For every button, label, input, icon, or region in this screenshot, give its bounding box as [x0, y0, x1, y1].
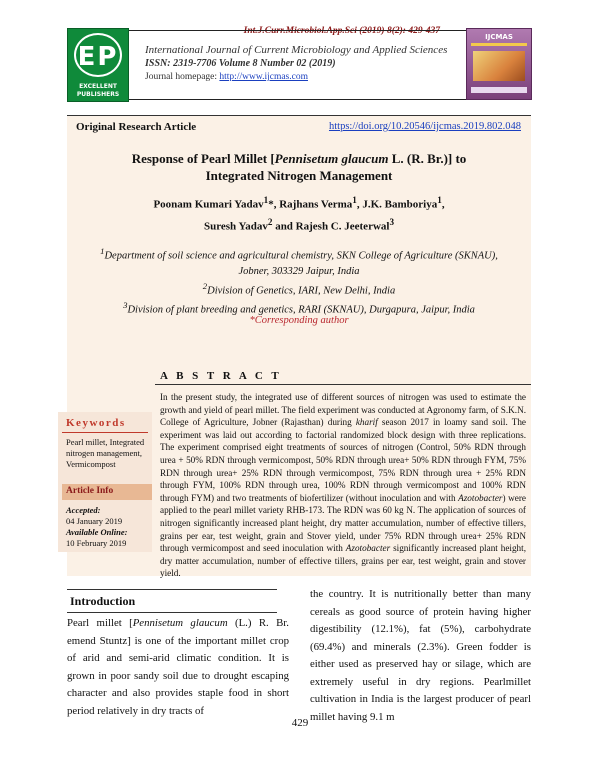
doi-link[interactable]: https://doi.org/10.20546/ijcmas.2019.802.048 — [328, 121, 521, 132]
cover-title: IJCMAS — [485, 33, 513, 41]
author-name: Poonam Kumari Yadav — [153, 198, 264, 211]
affiliation-1: Department of soil science and agricultural chemistry, SKN College of Agriculture (SKNAU), — [104, 250, 498, 262]
affiliations — [67, 244, 531, 318]
author-name: , J.K. Bamboriya — [356, 198, 438, 211]
keywords-rule — [62, 432, 148, 433]
intro-column-2: the country. It is nutritionally better than many cereals as good source of protein having higher digestibility (12.1%), fat (5%), carbohydrate (69.4%) and minerals (2.3%). Green fodder is either used as preserved hay or silage, which are extremely useful in dry regions. Pearlmillet cultivation in India is the largest producer of pearl millet having 9.1 m — [310, 588, 531, 723]
affiliation-3: Division of plant breeding and genetics, RARI (SKNAU), Durgapura, Jaipur, India — [127, 304, 475, 316]
page-number: 429 — [291, 717, 309, 729]
accepted-date: 04 January 2019 — [66, 516, 123, 526]
article-info-header — [62, 484, 152, 500]
accepted-label: Accepted: — [66, 505, 101, 515]
journal-title: International Journal of Current Microbiology and Applied Sciences — [145, 44, 448, 56]
introduction-heading-box — [67, 589, 277, 613]
introduction-heading: Introduction — [70, 594, 136, 608]
affil-mark: 1 — [352, 195, 357, 205]
affil-mark: 2 — [267, 216, 273, 227]
author-name: , Rajhans Verma — [273, 198, 353, 211]
affiliation-2: Division of Genetics, IARI, New Delhi, India — [207, 285, 396, 296]
abstract-text — [160, 391, 526, 580]
keywords-heading: Keywords — [66, 417, 126, 429]
available-label: Available Online: — [66, 527, 128, 537]
abstract-heading: A B S T R A C T — [160, 370, 282, 382]
abstract-rule — [155, 384, 531, 385]
article-type-label: Original Research Article — [76, 121, 197, 133]
journal-homepage — [145, 72, 308, 82]
cover-illustration — [473, 51, 525, 81]
intro-column-1 — [67, 615, 289, 720]
title-species: Pennisetum glaucum — [274, 151, 389, 166]
affil-mark: 1 — [437, 195, 442, 205]
corresponding-mark: * — [268, 198, 274, 211]
affil-mark: 3 — [389, 216, 395, 227]
abstract-italic: kharif — [355, 417, 378, 428]
journal-reference: Int.J.Curr.Microbiol.App.Sci (2019) 8(2): 429-437 — [243, 26, 440, 36]
article-info-heading: Article Info — [66, 486, 114, 496]
title-line2: Integrated Nitrogen Management — [205, 168, 393, 183]
keywords-list: Pearl millet, Integrated nitrogen management, Vermicompost — [66, 437, 145, 469]
author-name: and Rajesh C. Jeeterwal — [272, 220, 390, 233]
affiliation-1-cont: Jobner, 303329 Jaipur, India — [238, 265, 360, 277]
author-sep: , — [441, 198, 445, 211]
abstract-part: season 2017 in loamy sand soil. The experiment was laid out according to factorial randomized block design with three replications. The experiment comprised eight treatments of sources of nitrogen (Control, 50% RDN through urea + 50% RDN through vermicompost, 50% RDN through urea+ 50% RDN through FYM, 75% RDN through urea+ 25% RDN through vermicompost, 75% RDN through urea + 25% RDN through FYM, 100% RDN through urea, 100% RDN through vermicompost and 100% RDN through FYM) and two treatments of biofertilizer (without inoculation and with — [160, 417, 526, 503]
affil-mark: 1 — [100, 246, 105, 256]
intro-species: Pennisetum glaucum — [132, 617, 228, 629]
cover-band — [471, 43, 527, 46]
available-date: 10 February 2019 — [66, 538, 127, 548]
abstract-part: significantly increased plant height, dry matter accumulation, number of effective tillers, grains per ear, test weight, grain and stover yield. — [160, 543, 526, 579]
title-part: L. (R. Br.)] to — [388, 151, 467, 166]
author-list — [67, 192, 531, 235]
affil-mark: 3 — [123, 300, 128, 310]
affil-mark: 2 — [202, 280, 208, 291]
intro-part: Pearl millet [ — [67, 617, 133, 629]
corresponding-author-note: *Corresponding author — [249, 315, 349, 326]
abstract-part: In the present study, the integrated use of different sources of nitrogen was used to estimate the growth and yield of pearl millet. The field experiment was conducted at Agronomy farm, of S.K.N. College of Agriculture, Jobner (Rajasthan) during — [160, 392, 526, 428]
publisher-logo — [67, 28, 129, 102]
article-title — [67, 150, 531, 184]
title-part: Response of Pearl Millet [ — [131, 151, 275, 166]
homepage-label: Journal homepage: — [145, 72, 220, 82]
logo-letters: EP — [74, 33, 122, 77]
abstract-italic: Azotobacter — [458, 492, 503, 503]
article-dates — [66, 505, 152, 549]
logo-caption: EXCELLENT PUBLISHERS — [76, 83, 120, 98]
author-name: Suresh Yadav — [203, 220, 268, 233]
cover-footer-band — [471, 87, 527, 93]
affil-mark: 1 — [263, 195, 269, 205]
abstract-part: ) were applied to the pearl millet variety RHB-173. The RDN was 60 kg N. The application of sources of nitrogen significantly increased plant height, dry matter accumulation, number of effective tillers, grains per ear, test weight, grain and Stover yield, under 75% RDN through urea+ 25% RDN through vermicompost and seed inoculation with — [160, 492, 526, 554]
issn-line: ISSN: 2319-7706 Volume 8 Number 02 (2019) — [145, 58, 336, 69]
intro-part: (L.) R. Br. emend Stuntz] is one of the important millet crop of arid and semi-arid climatic condition. It is grown in poor sandy soil due to drought escaping character and also provides staple food in short period relatively in dry tracts of — [67, 617, 289, 717]
homepage-link[interactable]: http://www.ijcmas.com — [219, 72, 308, 82]
abstract-italic: Azotobacter — [345, 543, 391, 554]
journal-cover-image — [466, 28, 532, 100]
